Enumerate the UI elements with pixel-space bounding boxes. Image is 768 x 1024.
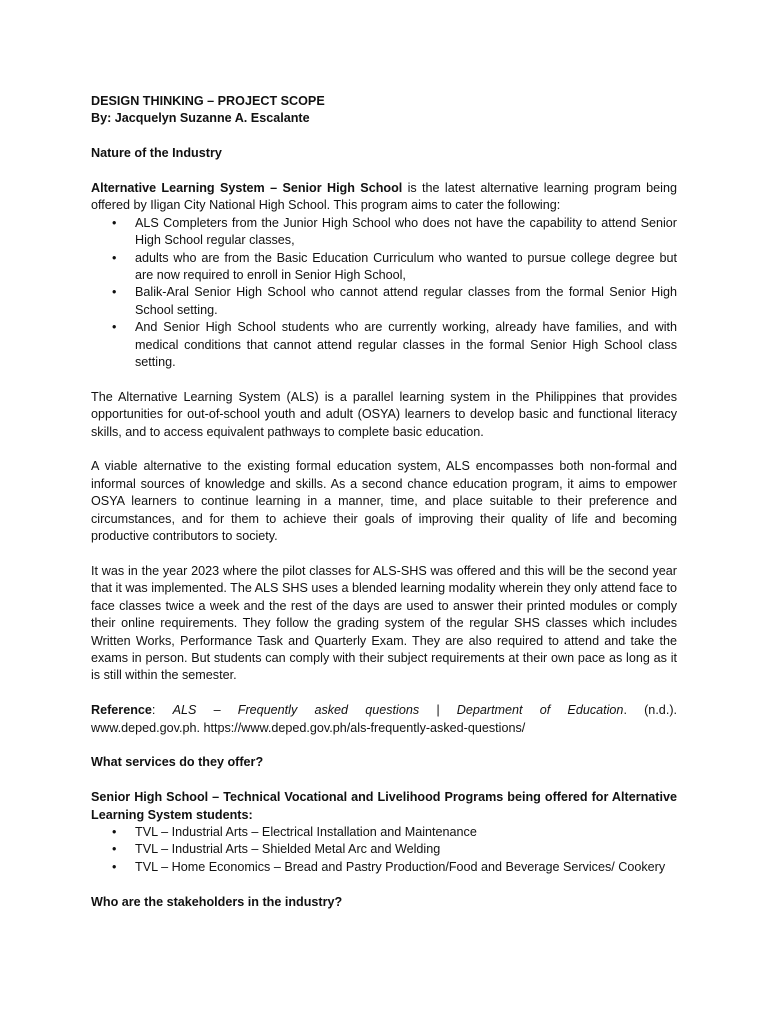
reference-colon: :	[151, 703, 173, 718]
list-item-text: adults who are from the Basic Education Curriculum who wanted to pursue college degree but are now required to enroll in Senior High School,	[135, 250, 677, 283]
target-learners-list	[91, 215, 677, 372]
bullet-icon: •	[112, 842, 117, 857]
nature-intro-paragraph	[91, 180, 677, 215]
spacer	[91, 546, 677, 563]
spacer	[91, 772, 677, 789]
tvl-programs-list	[91, 824, 677, 876]
reference-label: Reference	[91, 703, 152, 718]
bullet-icon: •	[112, 824, 117, 839]
spacer	[91, 737, 677, 754]
section-heading-nature: Nature of the Industry	[91, 146, 222, 161]
reference-url: www.deped.gov.ph. https://www.deped.gov.ph/als-frequently-asked-questions/	[91, 720, 526, 735]
list-item	[112, 824, 677, 841]
list-item-text: TVL – Industrial Arts – Shielded Metal Arc and Welding	[135, 842, 441, 857]
list-item	[112, 250, 677, 285]
section-heading-services: What services do they offer?	[91, 755, 264, 770]
bullet-icon: •	[112, 250, 117, 265]
als-shs-implementation-paragraph: It was in the year 2023 where the pilot classes for ALS-SHS was offered and this will be the second year that it was implemented. The ALS SHS uses a blended learning modality wherein they only attend face to face classes twice a week and the rest of the days are used to answer their printed modules or comply their online requirements. They follow the grading system of the regular SHS classes which includes Written Works, Performance Task and Quarterly Exam. They are also required to attend and take the exams in person. But students can comply with their subject requirements at their own pace as long as it is still within the semester.	[91, 563, 677, 683]
bullet-icon: •	[112, 285, 117, 300]
list-item-text: Balik-Aral Senior High School who cannot attend regular classes from the formal Senior High School setting.	[135, 285, 677, 317]
bullet-icon: •	[112, 859, 117, 874]
list-item-text: ALS Completers from the Junior High School who does not have the capability to attend Senior High School regular classes,	[135, 215, 677, 248]
bullet-icon: •	[112, 320, 117, 335]
intro-text: is the latest alternative learning program being offered by Iligan City National High School. This program aims to cater the following:	[91, 181, 677, 213]
services-subheading: Senior High School – Technical Vocational and Livelihood Programs being offered for Alternative Learning System students:	[91, 790, 677, 822]
spacer	[91, 876, 677, 893]
list-item-text: And Senior High School students who are currently working, already have families, and with medical conditions that cannot attend regular classes in the formal Senior High School class setting.	[135, 320, 677, 370]
bullet-icon: •	[112, 215, 117, 230]
list-item-text: TVL – Home Economics – Bread and Pastry Production/Food and Beverage Services/ Cookery	[135, 859, 666, 874]
spacer	[91, 441, 677, 458]
reference-date: . (n.d.).	[623, 703, 678, 718]
spacer	[91, 685, 677, 702]
document-author: By: Jacquelyn Suzanne A. Escalante	[91, 111, 310, 126]
list-item	[112, 859, 677, 876]
als-shs-term: Alternative Learning System – Senior High School	[91, 181, 403, 195]
list-item-text: TVL – Industrial Arts – Electrical Installation and Maintenance	[135, 824, 477, 839]
spacer	[91, 163, 677, 180]
spacer	[91, 128, 677, 145]
list-item	[112, 841, 677, 858]
document-title: DESIGN THINKING – PROJECT SCOPE	[91, 94, 325, 108]
section-heading-stakeholders: Who are the stakeholders in the industry?	[91, 894, 343, 909]
als-definition-paragraph: The Alternative Learning System (ALS) is a parallel learning system in the Philippines that provides opportunities for out-of-school youth and adult (OSYA) learners to develop basic and functional literacy skills, and to access equivalent pathways to complete basic education.	[91, 389, 677, 439]
spacer	[91, 371, 677, 388]
document-page	[91, 93, 677, 911]
reference-citation	[91, 702, 677, 719]
als-alternative-paragraph: A viable alternative to the existing formal education system, ALS encompasses both non-formal and informal sources of knowledge and skills. As a second chance education program, it aims to empower OSYA learners to continue learning in a manner, time, and place suitable to their preference and circumstances, and for them to achieve their goals of improving their quality of life and becoming productive contributors to society.	[91, 459, 677, 544]
list-item	[112, 284, 677, 319]
list-item	[112, 319, 677, 371]
list-item	[112, 215, 677, 250]
reference-title: ALS – Frequently asked questions | Department of Education	[172, 703, 624, 718]
